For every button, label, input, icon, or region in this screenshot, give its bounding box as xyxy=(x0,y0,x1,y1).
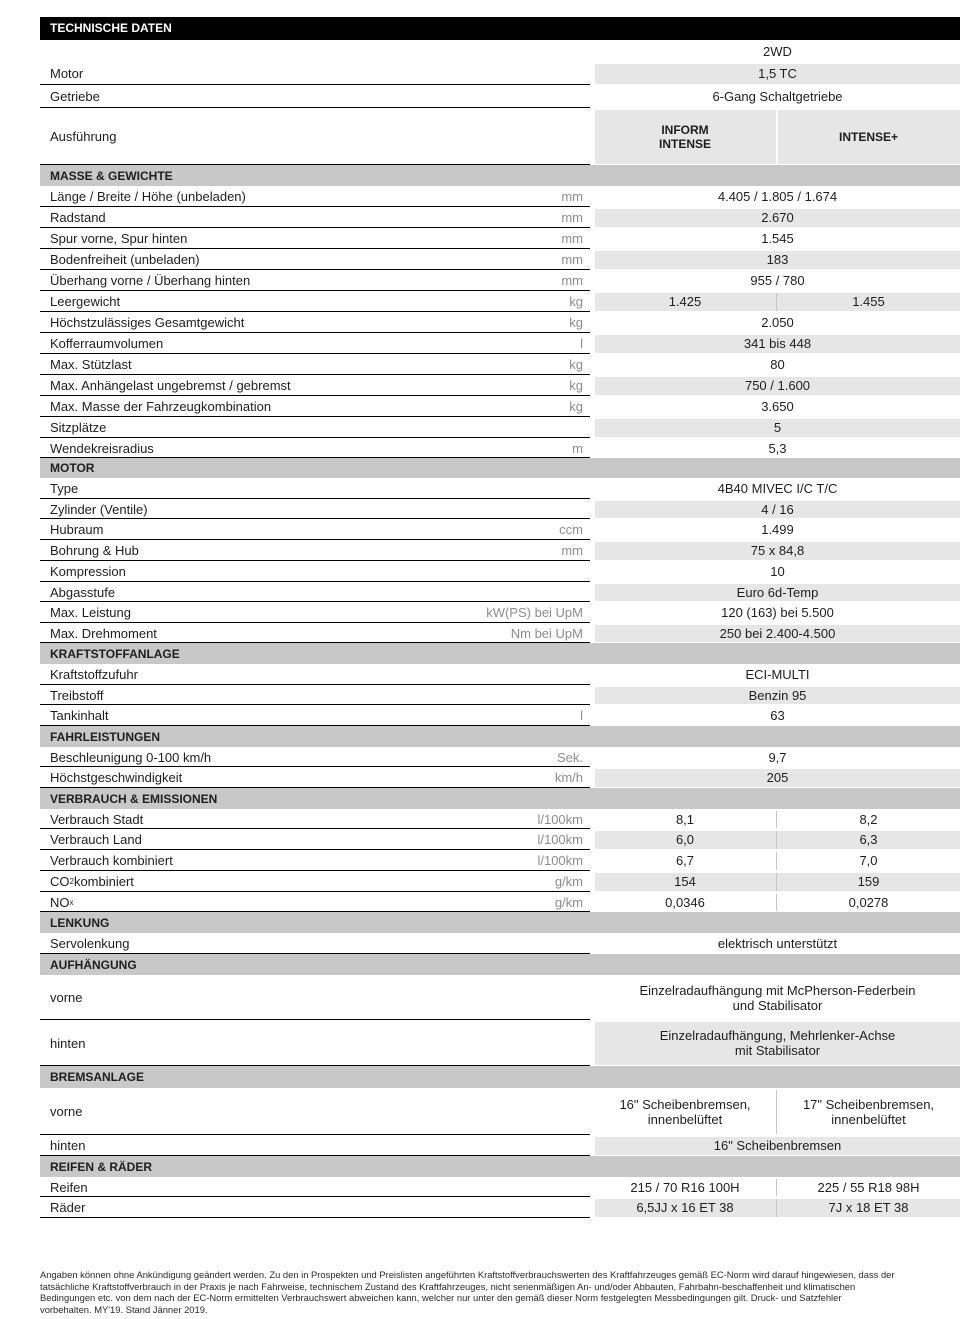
value-cell: 3.650 xyxy=(761,399,794,414)
table-row xyxy=(40,85,960,108)
value-cell: 5 xyxy=(773,420,782,435)
section-header xyxy=(40,726,960,747)
row-label: vorne xyxy=(50,1104,83,1119)
value-cell-variant-1: 6,5JJ x 16 ET 38 xyxy=(636,1200,734,1215)
row-unit: kW(PS) bei UpM xyxy=(486,605,583,620)
value-cell-variant-1: 215 / 70 R16 100H xyxy=(630,1179,740,1195)
table-row xyxy=(40,228,960,249)
table-row xyxy=(40,207,960,228)
row-label: Höchstzulässiges Gesamtgewicht xyxy=(50,315,245,330)
value-cell-variant-1: 0,0346 xyxy=(665,894,705,910)
row-label: Räder xyxy=(50,1200,86,1215)
table-row xyxy=(40,108,960,165)
value-cell: 9,7 xyxy=(768,749,787,765)
row-unit: l xyxy=(580,336,583,351)
table-row xyxy=(40,829,960,850)
row-unit: km/h xyxy=(554,770,583,785)
table-row xyxy=(40,933,960,954)
section-header xyxy=(40,1156,960,1177)
section-header xyxy=(40,912,960,933)
row-label: Verbrauch Land xyxy=(50,832,142,847)
value-cell: Einzelradaufhängung mit McPherson-Federbein und Stabilisator xyxy=(639,982,916,1013)
table-row xyxy=(40,975,960,1020)
table-row xyxy=(40,582,960,602)
row-unit: kg xyxy=(569,357,583,372)
row-label: Zylinder (Ventile) xyxy=(50,501,148,517)
value-cell: 2.050 xyxy=(761,315,794,330)
row-label: Überhang vorne / Überhang hinten xyxy=(50,273,251,288)
table-row xyxy=(40,270,960,291)
table-row xyxy=(40,850,960,871)
row-label: Spur vorne, Spur hinten xyxy=(50,231,188,246)
row-label: Höchstgeschwindigkeit xyxy=(50,770,183,785)
row-unit: kg xyxy=(569,378,583,393)
value-cell: 250 bei 2.400-4.500 xyxy=(719,625,836,641)
value-cell-variant-2: 1.455 xyxy=(852,294,885,309)
section-title: VERBRAUCH & EMISSIONEN xyxy=(50,791,218,806)
row-label: Beschleunigung 0-100 km/h xyxy=(50,749,212,765)
row-label: Max. Anhängelast ungebremst / gebremst xyxy=(50,378,291,393)
section-title: REIFEN & RÄDER xyxy=(50,1159,153,1174)
value-cell: 183 xyxy=(766,252,789,267)
value-cell-variant-1: 154 xyxy=(674,874,696,889)
value-cell: 75 x 84,8 xyxy=(750,543,805,558)
row-unit: mm xyxy=(561,543,583,558)
row-unit: mm xyxy=(561,231,583,246)
value-cell: 750 / 1.600 xyxy=(744,378,811,393)
value-cell: 1,5 TC xyxy=(758,66,797,81)
table-row xyxy=(40,809,960,829)
section-title: BREMSANLAGE xyxy=(50,1070,145,1084)
table-row xyxy=(40,62,960,85)
table-title: TECHNISCHE DATEN xyxy=(40,17,960,40)
value-cell: 2.670 xyxy=(761,210,794,225)
value-cell-variant-1: 8,1 xyxy=(675,811,695,827)
value-cell: 4.405 / 1.805 / 1.674 xyxy=(717,189,838,204)
row-label: Kompression xyxy=(50,564,126,579)
row-label: CO 2 kombiniert xyxy=(50,874,134,889)
value-cell-variant-1: 1.425 xyxy=(668,294,702,309)
row-label: Ausführung xyxy=(50,129,117,144)
table-row xyxy=(40,312,960,333)
table-row xyxy=(40,747,960,767)
row-unit: mm xyxy=(561,252,583,267)
row-unit: ccm xyxy=(559,522,583,537)
value-cell: Einzelradaufhängung, Mehrlenker-Achse mit Stabilisator xyxy=(659,1028,896,1058)
value-cell-variant-1: INFORM INTENSE xyxy=(658,122,711,151)
row-label: Getriebe xyxy=(50,89,100,104)
row-label: Verbrauch kombiniert xyxy=(50,853,173,868)
value-cell-variant-2: 7J x 18 ET 38 xyxy=(828,1200,909,1215)
row-label: Kofferraumvolumen xyxy=(50,336,164,351)
row-label: Radstand xyxy=(50,210,106,225)
section-title: KRAFTSTOFFANLAGE xyxy=(50,646,180,661)
section-title: AUFHÄNGUNG xyxy=(50,957,137,972)
table-row xyxy=(40,417,960,438)
row-unit: l/100km xyxy=(537,832,583,847)
footnote: Angaben können ohne Ankündigung geändert werden. Zu den in Prospekten und Preislisten angeführten Kraftstoffverbrauchswerten des Kraftfahrzeuges gemäß EC-Norm wird darauf hingewiesen, dass der tatsächliche Kraftstoffverbrauch in der Praxis je nach Fahrweise, technischem Zustand des Kraftfahrzeuges, nicht serienmäßigen An- und/oder Abbauten, Fahrbahn-beschaffenheit und klimatischen Bedingungen etc. von dem nach der EC-Norm ermittelten Verbrauchswert abweichen kann, welcher nur unter den gemäß dieser Norm festgelegten Messbedingungen gilt. Druck- und Satzfehler vorbehalten. MY'19. Stand Jänner 2019. xyxy=(40,1269,895,1316)
table-row xyxy=(40,333,960,354)
row-underline xyxy=(40,1217,590,1218)
row-label: Leergewicht xyxy=(50,294,121,309)
table-row xyxy=(40,664,960,685)
value-cell-variant-1: 6,0 xyxy=(675,832,695,847)
section-header xyxy=(40,643,960,664)
row-unit: l/100km xyxy=(537,811,583,827)
row-label: Bohrung & Hub xyxy=(50,543,139,558)
value-cell: 955 / 780 xyxy=(750,273,805,288)
section-title: LENKUNG xyxy=(50,915,110,930)
row-unit: kg xyxy=(569,399,583,414)
row-label: Reifen xyxy=(50,1179,88,1195)
table-row xyxy=(40,767,960,788)
row-label: hinten xyxy=(50,1138,86,1153)
value-cell: 341 bis 448 xyxy=(743,336,812,351)
value-cell-variant-1: 16" Scheibenbremsen, innenbelüftet xyxy=(619,1096,751,1127)
section-header xyxy=(40,458,960,478)
row-label: Verbrauch Stadt xyxy=(50,811,144,827)
value-cell: 2WD xyxy=(763,44,792,59)
table-row xyxy=(40,396,960,417)
table-row xyxy=(40,499,960,519)
table-row xyxy=(40,519,960,540)
value-cell: 80 xyxy=(770,357,785,372)
value-cell: 10 xyxy=(770,564,785,579)
table-row xyxy=(40,1135,960,1156)
table-row xyxy=(40,602,960,623)
row-unit: kg xyxy=(569,315,583,330)
table-row xyxy=(40,438,960,458)
section-header xyxy=(40,165,960,186)
row-label: Motor xyxy=(50,66,84,81)
row-unit: Sek. xyxy=(556,749,583,765)
table-row xyxy=(40,186,960,207)
table-row xyxy=(40,871,960,892)
value-cell-variant-2: 17" Scheibenbremsen, innenbelüftet xyxy=(802,1096,935,1127)
table-row xyxy=(40,375,960,396)
value-cell-variant-2: 225 / 55 R18 98H xyxy=(817,1179,920,1195)
row-label: Max. Drehmoment xyxy=(50,625,157,641)
row-label: Sitzplätze xyxy=(50,420,107,435)
value-cell: 16" Scheibenbremsen xyxy=(713,1138,842,1153)
value-cell: Euro 6d-Temp xyxy=(736,584,819,600)
value-cell: 6-Gang Schaltgetriebe xyxy=(712,89,843,104)
table-row xyxy=(40,41,960,62)
table-row xyxy=(40,561,960,582)
row-label: Hubraum xyxy=(50,522,104,537)
row-unit: g/km xyxy=(554,894,583,910)
row-label: Länge / Breite / Höhe (unbeladen) xyxy=(50,189,246,204)
section-title: MOTOR xyxy=(50,461,95,475)
table-row xyxy=(40,705,960,726)
value-cell-variant-2: 8,2 xyxy=(859,811,878,827)
row-label: Max. Leistung xyxy=(50,605,131,620)
table-row xyxy=(40,291,960,312)
row-label: Tankinhalt xyxy=(50,708,109,723)
table-row xyxy=(40,354,960,375)
table-row xyxy=(40,1088,960,1135)
row-label: Treibstoff xyxy=(50,687,104,703)
value-cell: 63 xyxy=(770,708,785,723)
value-cell: 1.499 xyxy=(761,522,794,537)
row-unit: mm xyxy=(561,210,583,225)
row-unit: Nm bei UpM xyxy=(510,625,583,641)
row-label: Bodenfreiheit (unbeladen) xyxy=(50,252,200,267)
row-label: hinten xyxy=(50,1035,86,1051)
value-cell-variant-1: 6,7 xyxy=(675,853,695,868)
row-unit: l xyxy=(580,708,583,723)
row-unit: kg xyxy=(569,294,583,309)
value-cell: 4 / 16 xyxy=(761,501,794,517)
row-label: vorne xyxy=(50,990,83,1005)
table-row xyxy=(40,1020,960,1066)
value-cell: 120 (163) bei 5.500 xyxy=(721,605,834,620)
row-label: Kraftstoffzufuhr xyxy=(50,667,138,682)
table-row xyxy=(40,892,960,912)
value-cell: 5,3 xyxy=(768,440,787,456)
row-unit: m xyxy=(572,440,583,456)
table-row xyxy=(40,249,960,270)
table-row xyxy=(40,1197,960,1218)
section-title: MASSE & GEWICHTE xyxy=(50,168,173,183)
value-cell: Benzin 95 xyxy=(748,687,807,703)
row-unit: mm xyxy=(561,189,583,204)
table-row xyxy=(40,1177,960,1197)
value-cell: elektrisch unterstützt xyxy=(717,936,838,951)
value-cell-variant-2: 159 xyxy=(857,874,880,889)
table-row xyxy=(40,478,960,499)
row-label: Max. Masse der Fahrzeugkombination xyxy=(50,399,272,414)
row-label: Max. Stützlast xyxy=(50,357,132,372)
value-cell-variant-2: INTENSE+ xyxy=(838,129,898,144)
row-label: Type xyxy=(50,481,79,496)
section-header xyxy=(40,954,960,975)
row-label: NO x xyxy=(50,894,74,910)
row-label: Wendekreisradius xyxy=(50,440,154,456)
table-row xyxy=(40,623,960,643)
section-title: FAHRLEISTUNGEN xyxy=(50,729,161,744)
row-unit: mm xyxy=(561,273,583,288)
value-cell-variant-2: 0,0278 xyxy=(848,894,889,910)
row-label: Servolenkung xyxy=(50,936,130,951)
row-label: Abgasstufe xyxy=(50,584,116,600)
value-cell: 4B40 MIVEC I/C T/C xyxy=(717,481,838,496)
value-cell: 205 xyxy=(766,770,789,785)
value-cell-variant-2: 7,0 xyxy=(859,853,878,868)
value-cell: 1.545 xyxy=(761,231,794,246)
value-cell: ECI-MULTI xyxy=(745,667,810,682)
row-unit: g/km xyxy=(554,874,583,889)
row-unit: l/100km xyxy=(537,853,583,868)
value-cell-variant-2: 6,3 xyxy=(859,832,878,847)
table-row xyxy=(40,540,960,561)
section-header xyxy=(40,1066,960,1088)
section-header xyxy=(40,788,960,809)
table-row xyxy=(40,685,960,705)
